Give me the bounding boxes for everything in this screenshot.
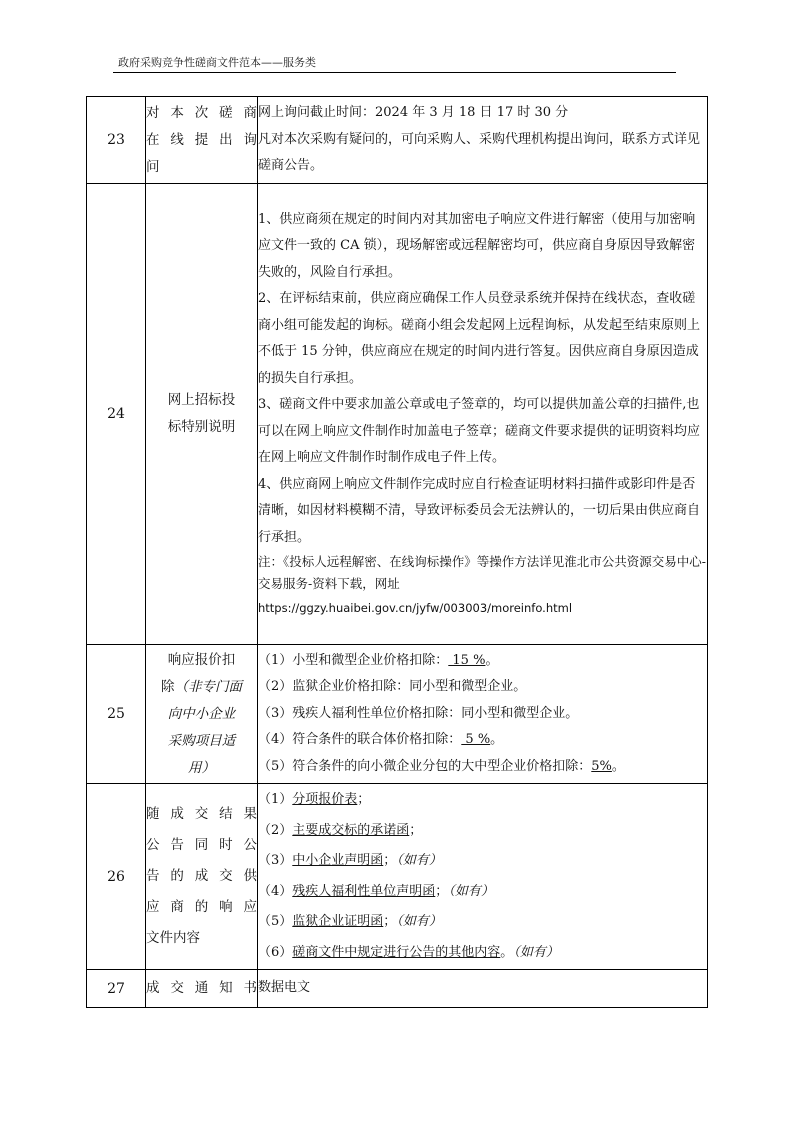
document-item xyxy=(258,877,707,908)
deduction-item xyxy=(258,727,707,754)
deduction-item xyxy=(258,674,707,701)
document-name: 磋商文件中规定进行公告的其他内容 xyxy=(292,944,501,960)
item-name-line: 网上招标投 xyxy=(167,392,236,408)
item-name xyxy=(146,645,258,784)
deduction-label: （3）残疾人福利性单位价格扣除：同小型和微型企业。 xyxy=(258,705,579,721)
item-number: （6） xyxy=(258,944,293,960)
item-name-line: 随成交结果 xyxy=(146,806,257,822)
item-name-line: 告的成交供 xyxy=(146,868,257,884)
header-rule xyxy=(113,72,676,73)
table-row xyxy=(87,97,708,184)
row-number: 27 xyxy=(87,970,146,1008)
item-name-line: 问 xyxy=(146,158,160,175)
download-url[interactable]: https://ggzy.huaibei.gov.cn/jyfw/003003/moreinfo.html xyxy=(258,601,573,616)
deduction-label: （2）监狱企业价格扣除：同小型和微型企业。 xyxy=(258,679,527,695)
deduction-value: 15 % xyxy=(448,652,486,668)
item-name-line: 对本次磋商 xyxy=(146,104,257,121)
item-note: （如有） xyxy=(513,944,559,960)
notice-format: 数据电文 xyxy=(258,980,311,996)
document-name: 监狱企业证明函 xyxy=(292,914,384,929)
deduction-item xyxy=(258,701,707,728)
item-content xyxy=(258,97,708,184)
deduction-suffix: 。 xyxy=(490,732,504,748)
document-name: 分项报价表 xyxy=(292,792,358,807)
row-number: 25 xyxy=(87,645,146,784)
item-name-plain: 除 xyxy=(161,678,175,695)
document-item xyxy=(258,816,707,847)
inquiry-deadline: 网上询问截止时间：2024 年 3 月 18 日 17 时 30 分 xyxy=(258,105,569,121)
item-note: （如有） xyxy=(448,883,494,899)
row-number: 26 xyxy=(87,784,146,970)
item-name-line: 成交通知书 xyxy=(146,980,257,996)
table-row xyxy=(87,645,708,784)
deduction-item xyxy=(258,754,707,781)
paragraph: 2、在评标结束前，供应商应确保工作人员登录系统并保持在线状态，查收磋商小组可能发起的询标。磋商小组会发起网上远程询标，从发起至结束原则上不低于 15 分钟，供应商应在规定的时间内进行答复。因供应商自身原因造成的损失自行承担。 xyxy=(258,291,701,386)
item-name xyxy=(146,184,258,645)
item-name-line xyxy=(146,674,257,701)
document-item xyxy=(258,785,707,816)
item-punct: ； xyxy=(357,792,371,807)
item-content xyxy=(258,970,708,1008)
item-number: （2） xyxy=(258,822,293,838)
item-content xyxy=(258,645,708,784)
table-row xyxy=(87,970,708,1008)
note-text: 注：《投标人远程解密、在线询标操作》等操作方法详见淮北市公共资源交易中心-交易服务-资料下载，网址 xyxy=(258,554,706,592)
item-name xyxy=(146,784,258,970)
row-number: 24 xyxy=(87,184,146,645)
item-name-line: 文件内容 xyxy=(146,930,200,946)
item-name-line: 用） xyxy=(188,759,215,776)
document-item xyxy=(258,846,707,877)
deduction-value: 5 % xyxy=(461,732,491,748)
deduction-label: （1）小型和微型企业价格扣除： xyxy=(258,652,449,668)
paragraph: 3、磋商文件中要求加盖公章或电子签章的，均可以提供加盖公章的扫描件,也可以在网上响应文件制作时加盖电子签章；磋商文件要求提供的证明资料均应在网上响应文件制作时制作成电子件上传。 xyxy=(258,397,701,466)
item-punct: 。 xyxy=(500,944,514,960)
item-number: （3） xyxy=(258,853,293,868)
item-name-italic: （非专门面 xyxy=(174,678,242,695)
document-name: 残疾人福利性单位声明函 xyxy=(292,883,436,899)
table-row xyxy=(87,184,708,645)
paragraph: 1、供应商须在规定的时间内对其加密电子响应文件进行解密（使用与加密响应文件一致的 CA 锁），现场解密或远程解密均可，供应商自身原因导致解密失败的，风险自行承担。 xyxy=(258,211,696,280)
document-item xyxy=(258,938,707,969)
item-punct: ； xyxy=(435,883,449,899)
deduction-suffix: 。 xyxy=(485,652,499,668)
paragraph: 4、供应商网上响应文件制作完成时应自行检查证明材料扫描件或影印件是否清晰，如因材料模糊不清，导致评标委员会无法辨认的，一切后果由供应商自行承担。 xyxy=(258,476,701,545)
item-name xyxy=(146,970,258,1008)
item-name-line: 在线提出询 xyxy=(146,131,257,148)
page-header: 政府采购竞争性磋商文件范本——服务类 xyxy=(118,56,316,69)
document-name: 中小企业声明函 xyxy=(292,853,384,868)
item-number: （1） xyxy=(258,792,293,807)
table-row xyxy=(87,784,708,970)
item-punct: ； xyxy=(409,822,423,838)
item-content xyxy=(258,784,708,970)
item-name xyxy=(146,97,258,184)
item-number: （5） xyxy=(258,914,293,929)
deduction-label: （5）符合条件的向小微企业分包的大中型企业价格扣除： xyxy=(258,758,592,774)
item-name-line: 向中小企业 xyxy=(167,705,236,722)
item-name-line: 标特别说明 xyxy=(167,419,236,435)
item-number: （4） xyxy=(258,883,293,899)
document-name: 主要成交标的承诺函 xyxy=(292,822,410,838)
item-note: （如有） xyxy=(396,853,442,868)
item-name-line: 采购项目适 xyxy=(167,732,236,749)
terms-table xyxy=(86,96,708,1008)
deduction-value: 5% xyxy=(591,758,612,774)
item-content xyxy=(258,184,708,645)
inquiry-text: 凡对本次采购有疑问的，可向采购人、采购代理机构提出询问，联系方式详见磋商公告。 xyxy=(258,131,701,174)
item-note: （如有） xyxy=(396,914,442,929)
item-name-line: 响应报价扣 xyxy=(167,651,236,668)
document-item xyxy=(258,907,707,938)
row-number: 23 xyxy=(87,97,146,184)
item-name-line: 应商的响应 xyxy=(146,899,257,915)
item-punct: ； xyxy=(383,914,397,929)
deduction-suffix: 。 xyxy=(611,758,625,774)
item-punct: ； xyxy=(383,853,397,868)
deduction-label: （4）符合条件的联合体价格扣除： xyxy=(258,732,462,748)
item-name-line: 公告同时公 xyxy=(146,837,257,853)
deduction-item xyxy=(258,648,707,675)
